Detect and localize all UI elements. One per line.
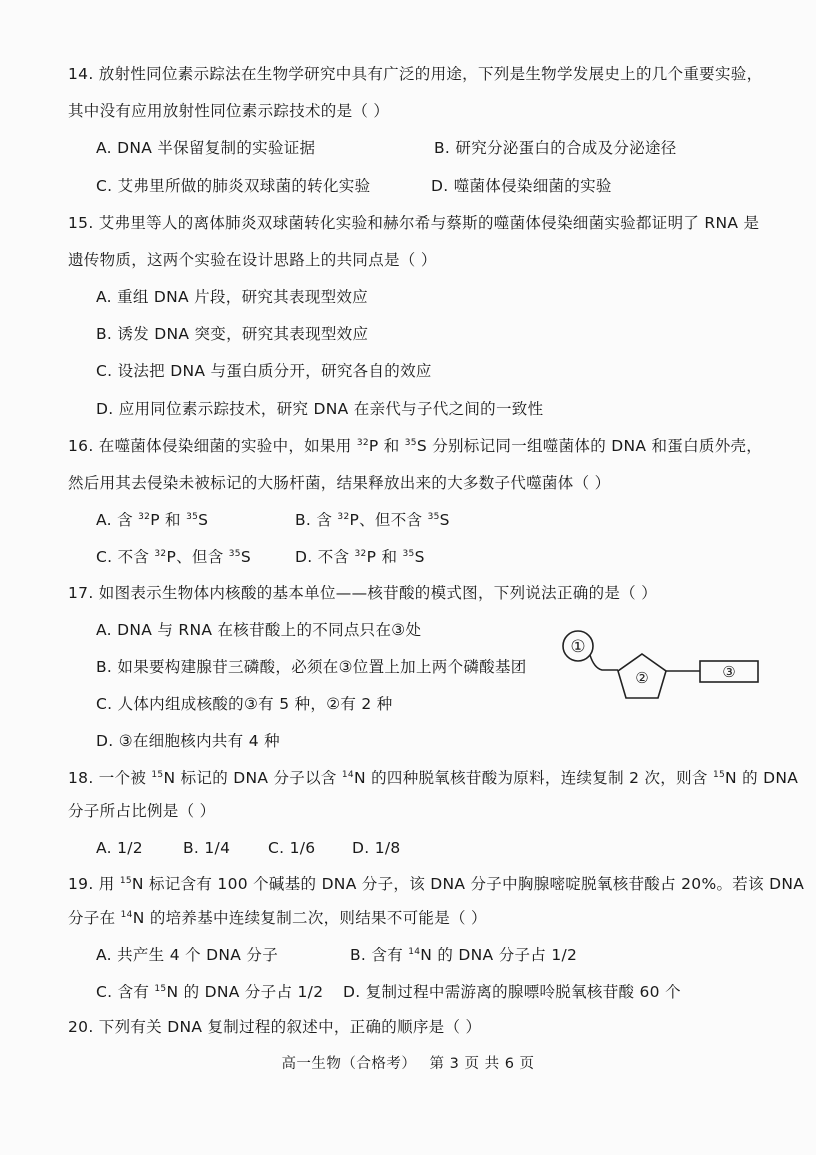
q15-stem-line1: 15. 艾弗里等人的离体肺炎双球菌转化实验和赫尔希与蔡斯的噬菌体侵染细菌实验都证明了 RNA 是 xyxy=(68,214,760,232)
q17-stem: 17. 如图表示生物体内核酸的基本单位——核苷酸的模式图，下列说法正确的是（ ） xyxy=(68,584,658,602)
q19-stem-line1: 19. 用 $^{15}$N 标记含有 100 个碱基的 DNA 分子，该 DNA 分子中胸腺嘧啶脱氧核苷酸占 20%。若该 DNA xyxy=(68,875,805,893)
q19-option-d: D. 复制过程中需游离的腺嘌呤脱氧核苷酸 60 个 xyxy=(343,983,681,1001)
q16-option-a: A. 含 $^{32}$P 和 $^{35}$S xyxy=(96,511,209,529)
q15-option-c: C. 设法把 DNA 与蛋白质分开，研究各自的效应 xyxy=(96,362,432,380)
q18-stem-line1: 18. 一个被 $^{15}$N 标记的 DNA 分子以含 $^{14}$N 的四种脱氧核苷酸为原料，连续复制 2 次，则含 $^{15}$N 的 DNA xyxy=(68,769,799,787)
q18-option-d: D. 1/8 xyxy=(352,839,401,857)
q15-option-b: B. 诱发 DNA 突变，研究其表现型效应 xyxy=(96,325,369,343)
q19-option-a: A. 共产生 4 个 DNA 分子 xyxy=(96,946,278,964)
q16-option-c: C. 不含 $^{32}$P、但含 $^{35}$S xyxy=(96,548,251,566)
q15-option-d: D. 应用同位素示踪技术，研究 DNA 在亲代与子代之间的一致性 xyxy=(96,400,544,418)
q14-option-d: D. 噬菌体侵染细菌的实验 xyxy=(431,177,612,195)
q15-stem-line2: 遗传物质，这两个实验在设计思路上的共同点是（ ） xyxy=(68,251,437,269)
phosphate-bond xyxy=(590,655,618,670)
q17-option-b: B. 如果要构建腺苷三磷酸，必须在③位置上加上两个磷酸基团 xyxy=(96,658,527,676)
q16-option-d: D. 不含 $^{32}$P 和 $^{35}$S xyxy=(295,548,425,566)
q18-option-a: A. 1/2 xyxy=(96,839,143,857)
q16-stem-line1: 16. 在噬菌体侵染细菌的实验中，如果用 $^{32}$P 和 $^{35}$S 分别标记同一组噬菌体的 DNA 和蛋白质外壳， xyxy=(68,437,763,455)
q17-option-c: C. 人体内组成核酸的③有 5 种，②有 2 种 xyxy=(96,695,393,713)
label-3: ③ xyxy=(722,663,736,681)
q14-option-b: B. 研究分泌蛋白的合成及分泌途径 xyxy=(434,139,677,157)
q20-stem: 20. 下列有关 DNA 复制过程的叙述中，正确的顺序是（ ） xyxy=(68,1018,482,1036)
q19-stem-line2: 分子在 $^{14}$N 的培养基中连续复制二次，则结果不可能是（ ） xyxy=(68,909,487,927)
q16-stem-line2: 然后用其去侵染未被标记的大肠杆菌，结果释放出来的大多数子代噬菌体（ ） xyxy=(68,474,611,492)
q14-stem-line2: 其中没有应用放射性同位素示踪技术的是（ ） xyxy=(68,102,390,120)
footer-page-number: 第 3 页 共 6 页 xyxy=(429,1056,535,1072)
q14-stem-line1: 14. 放射性同位素示踪法在生物学研究中具有广泛的用途，下列是生物学发展史上的几个重要实验， xyxy=(68,65,763,83)
label-2: ② xyxy=(635,669,649,687)
q18-option-c: C. 1/6 xyxy=(268,839,316,857)
q18-option-b: B. 1/4 xyxy=(183,839,231,857)
q19-option-b: B. 含有 $^{14}$N 的 DNA 分子占 1/2 xyxy=(350,946,578,964)
q15-option-a: A. 重组 DNA 片段，研究其表现型效应 xyxy=(96,288,368,306)
footer-subject: 高一生物（合格考） xyxy=(281,1056,417,1072)
q19-option-c: C. 含有 $^{15}$N 的 DNA 分子占 1/2 xyxy=(96,983,324,1001)
q17-option-d: D. ③在细胞核内共有 4 种 xyxy=(96,732,280,750)
q14-option-c: C. 艾弗里所做的肺炎双球菌的转化实验 xyxy=(96,177,371,195)
page-footer xyxy=(0,1052,816,1073)
q16-option-b: B. 含 $^{32}$P、但不含 $^{35}$S xyxy=(295,511,450,529)
q18-stem-line2: 分子所占比例是（ ） xyxy=(68,802,216,820)
q14-option-a: A. DNA 半保留复制的实验证据 xyxy=(96,139,316,157)
q17-option-a: A. DNA 与 RNA 在核苷酸上的不同点只在③处 xyxy=(96,621,422,639)
nucleotide-diagram xyxy=(560,628,770,708)
label-1: ① xyxy=(570,637,586,657)
